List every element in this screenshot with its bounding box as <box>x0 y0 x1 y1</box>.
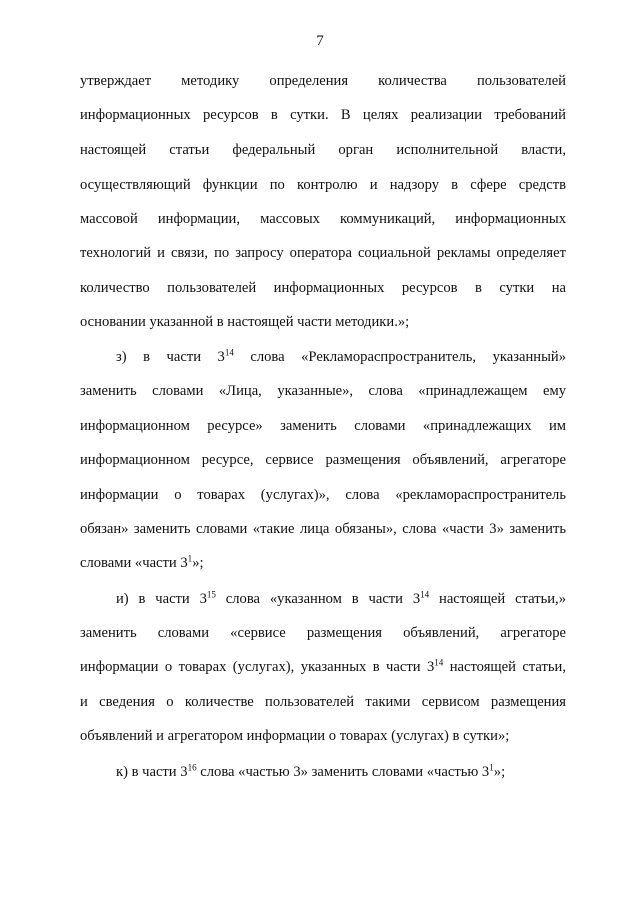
text-fragment: настоящей статьи,» <box>429 591 566 607</box>
text-fragment: информации о товарах (услугах), указанных в части 3 <box>80 659 435 675</box>
text-line-20: объявлений и агрегатором информации о товарах (услугах) в сутки»; <box>80 728 510 744</box>
text-line-1: утверждает методику определения количества пользователей <box>80 73 566 89</box>
text-line-18 <box>80 658 566 676</box>
superscript: 1 <box>187 553 193 564</box>
text-fragment: »; <box>192 555 204 571</box>
text-line-2: информационных ресурсов в сутки. В целях реализации требований <box>80 107 566 123</box>
text-fragment: »; <box>493 764 506 780</box>
paragraph-z-line-1 <box>116 348 566 366</box>
text-fragment: з) в части 3 <box>116 349 225 365</box>
text-fragment: слова «Рекламораспространитель, указанный» <box>233 349 566 365</box>
text-line-14: обязан» заменить словами «такие лица обязаны», слова «части 3» заменить <box>80 521 566 537</box>
paragraph-i-line-1 <box>116 590 566 608</box>
text-line-11: информационном ресурсе» заменить словами «принадлежащих им <box>80 418 566 434</box>
text-line-3: настоящей статьи федеральный орган исполнительной власти, <box>80 142 566 158</box>
text-line-17: заменить словами «сервисе размещения объявлений, агрегаторе <box>80 625 566 641</box>
text-line-6: технологий и связи, по запросу оператора социальной рекламы определяет <box>80 245 566 261</box>
page-number: 7 <box>316 33 324 49</box>
text-line-5: массовой информации, массовых коммуникаций, информационных <box>80 211 566 227</box>
text-line-10: заменить словами «Лица, указанные», слова «принадлежащем ему <box>80 383 566 399</box>
text-line-8: основании указанной в настоящей части методики.»; <box>80 314 410 330</box>
superscript: 14 <box>224 347 234 358</box>
superscript: 1 <box>489 762 494 773</box>
text-fragment: словами «части 3 <box>80 555 188 571</box>
text-fragment: настоящей статьи, <box>443 659 566 675</box>
paragraph-k-line-1 <box>116 763 566 781</box>
text-fragment: слова «указанном в части 3 <box>215 591 421 607</box>
superscript: 14 <box>434 657 444 668</box>
text-line-15 <box>80 554 566 572</box>
text-line-7: количество пользователей информационных ресурсов в сутки на <box>80 280 566 296</box>
superscript: 16 <box>187 762 197 773</box>
text-fragment: к) в части 3 <box>116 764 188 780</box>
text-fragment: и) в части 3 <box>116 591 207 607</box>
text-fragment: слова «частью 3» заменить словами «частью 3 <box>196 764 490 780</box>
text-line-4: осуществляющий функции по контролю и надзору в сфере средств <box>80 177 566 193</box>
text-line-12: информационном ресурсе, сервисе размещения объявлений, агрегаторе <box>80 452 566 468</box>
superscript: 15 <box>206 589 216 600</box>
text-line-19: и сведения о количестве пользователей такими сервисом размещения <box>80 694 566 710</box>
text-line-13: информации о товарах (услугах)», слова «рекламораспространитель <box>80 487 566 503</box>
superscript: 14 <box>420 589 430 600</box>
